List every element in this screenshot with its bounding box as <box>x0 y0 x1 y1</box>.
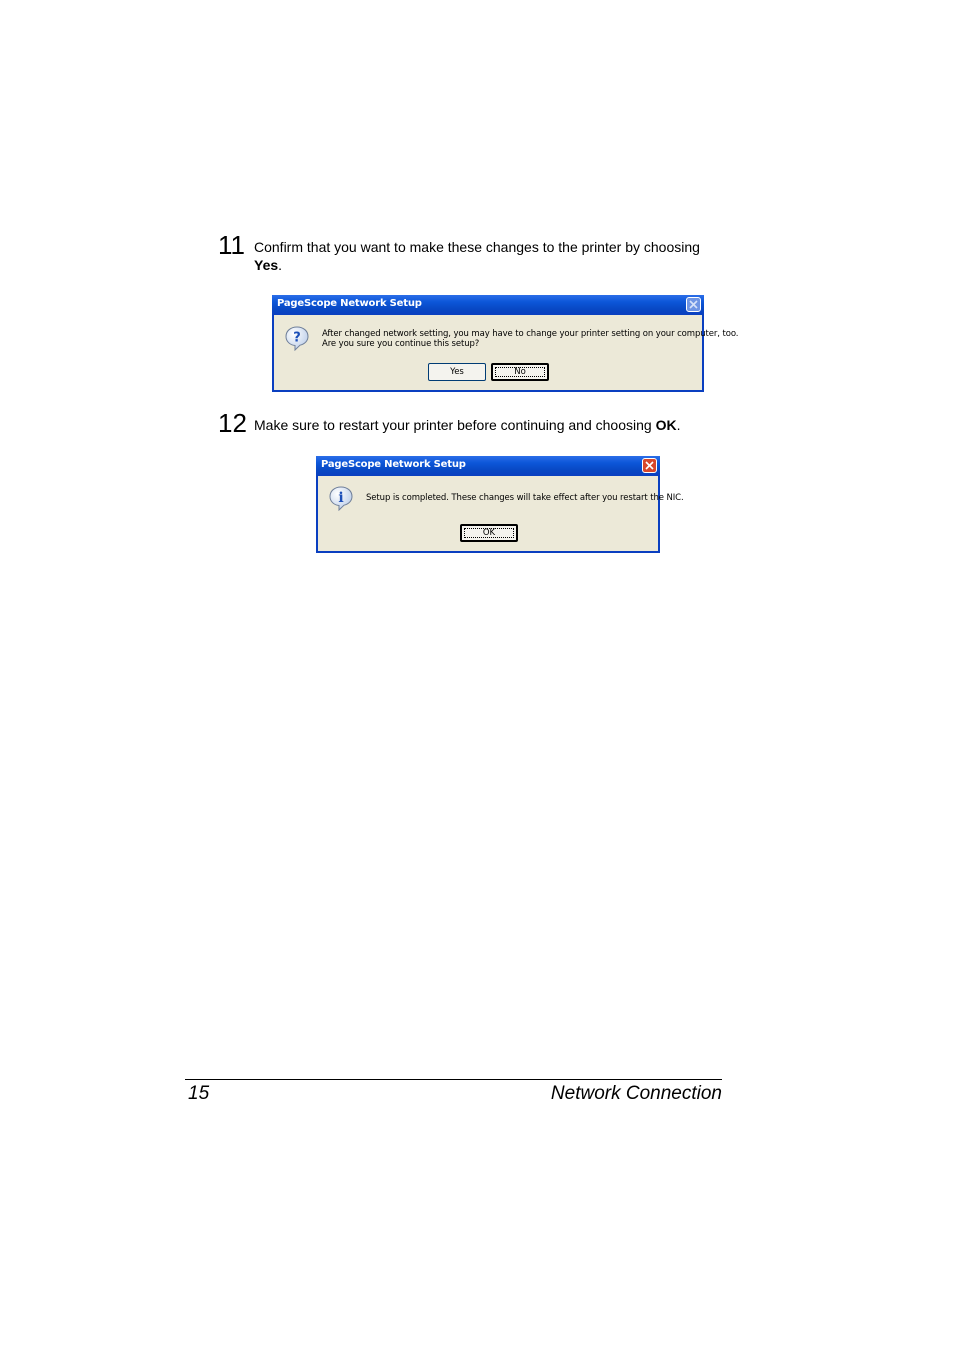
dialog-message-line2: Are you sure you continue this setup? <box>322 339 480 349</box>
close-button[interactable] <box>686 297 701 312</box>
ok-button[interactable]: OK <box>460 524 518 542</box>
no-button[interactable]: No <box>491 363 549 381</box>
dialog-message-line1: After changed network setting, you may have to change your printer setting on your computer, too. <box>322 329 739 339</box>
dialog-title: PageScope Network Setup <box>277 298 422 309</box>
question-icon <box>284 325 310 356</box>
close-icon <box>689 300 698 309</box>
confirm-dialog <box>272 295 739 392</box>
dialog-message: Setup is completed. These changes will take effect after you restart the NIC. <box>366 493 684 503</box>
dialog-titlebar <box>272 295 704 315</box>
step-number: 11 <box>218 230 245 260</box>
svg-text:?: ? <box>293 330 301 346</box>
dialog-titlebar <box>316 456 660 476</box>
dialog-title: PageScope Network Setup <box>321 459 466 470</box>
footer-divider <box>185 1079 722 1080</box>
section-title: Network Connection <box>550 1083 722 1104</box>
step-number: 12 <box>218 408 247 438</box>
close-button[interactable] <box>642 458 657 473</box>
close-icon <box>645 461 654 470</box>
info-dialog <box>316 456 684 553</box>
page-number: 15 <box>188 1083 210 1104</box>
info-icon <box>328 485 354 516</box>
step-instruction: Make sure to restart your printer before continuing and choosing OK. <box>254 417 681 433</box>
yes-button[interactable]: Yes <box>428 363 486 381</box>
step-instruction: Confirm that you want to make these changes to the printer by choosing Yes. <box>254 239 700 273</box>
svg-text:i: i <box>338 490 344 506</box>
